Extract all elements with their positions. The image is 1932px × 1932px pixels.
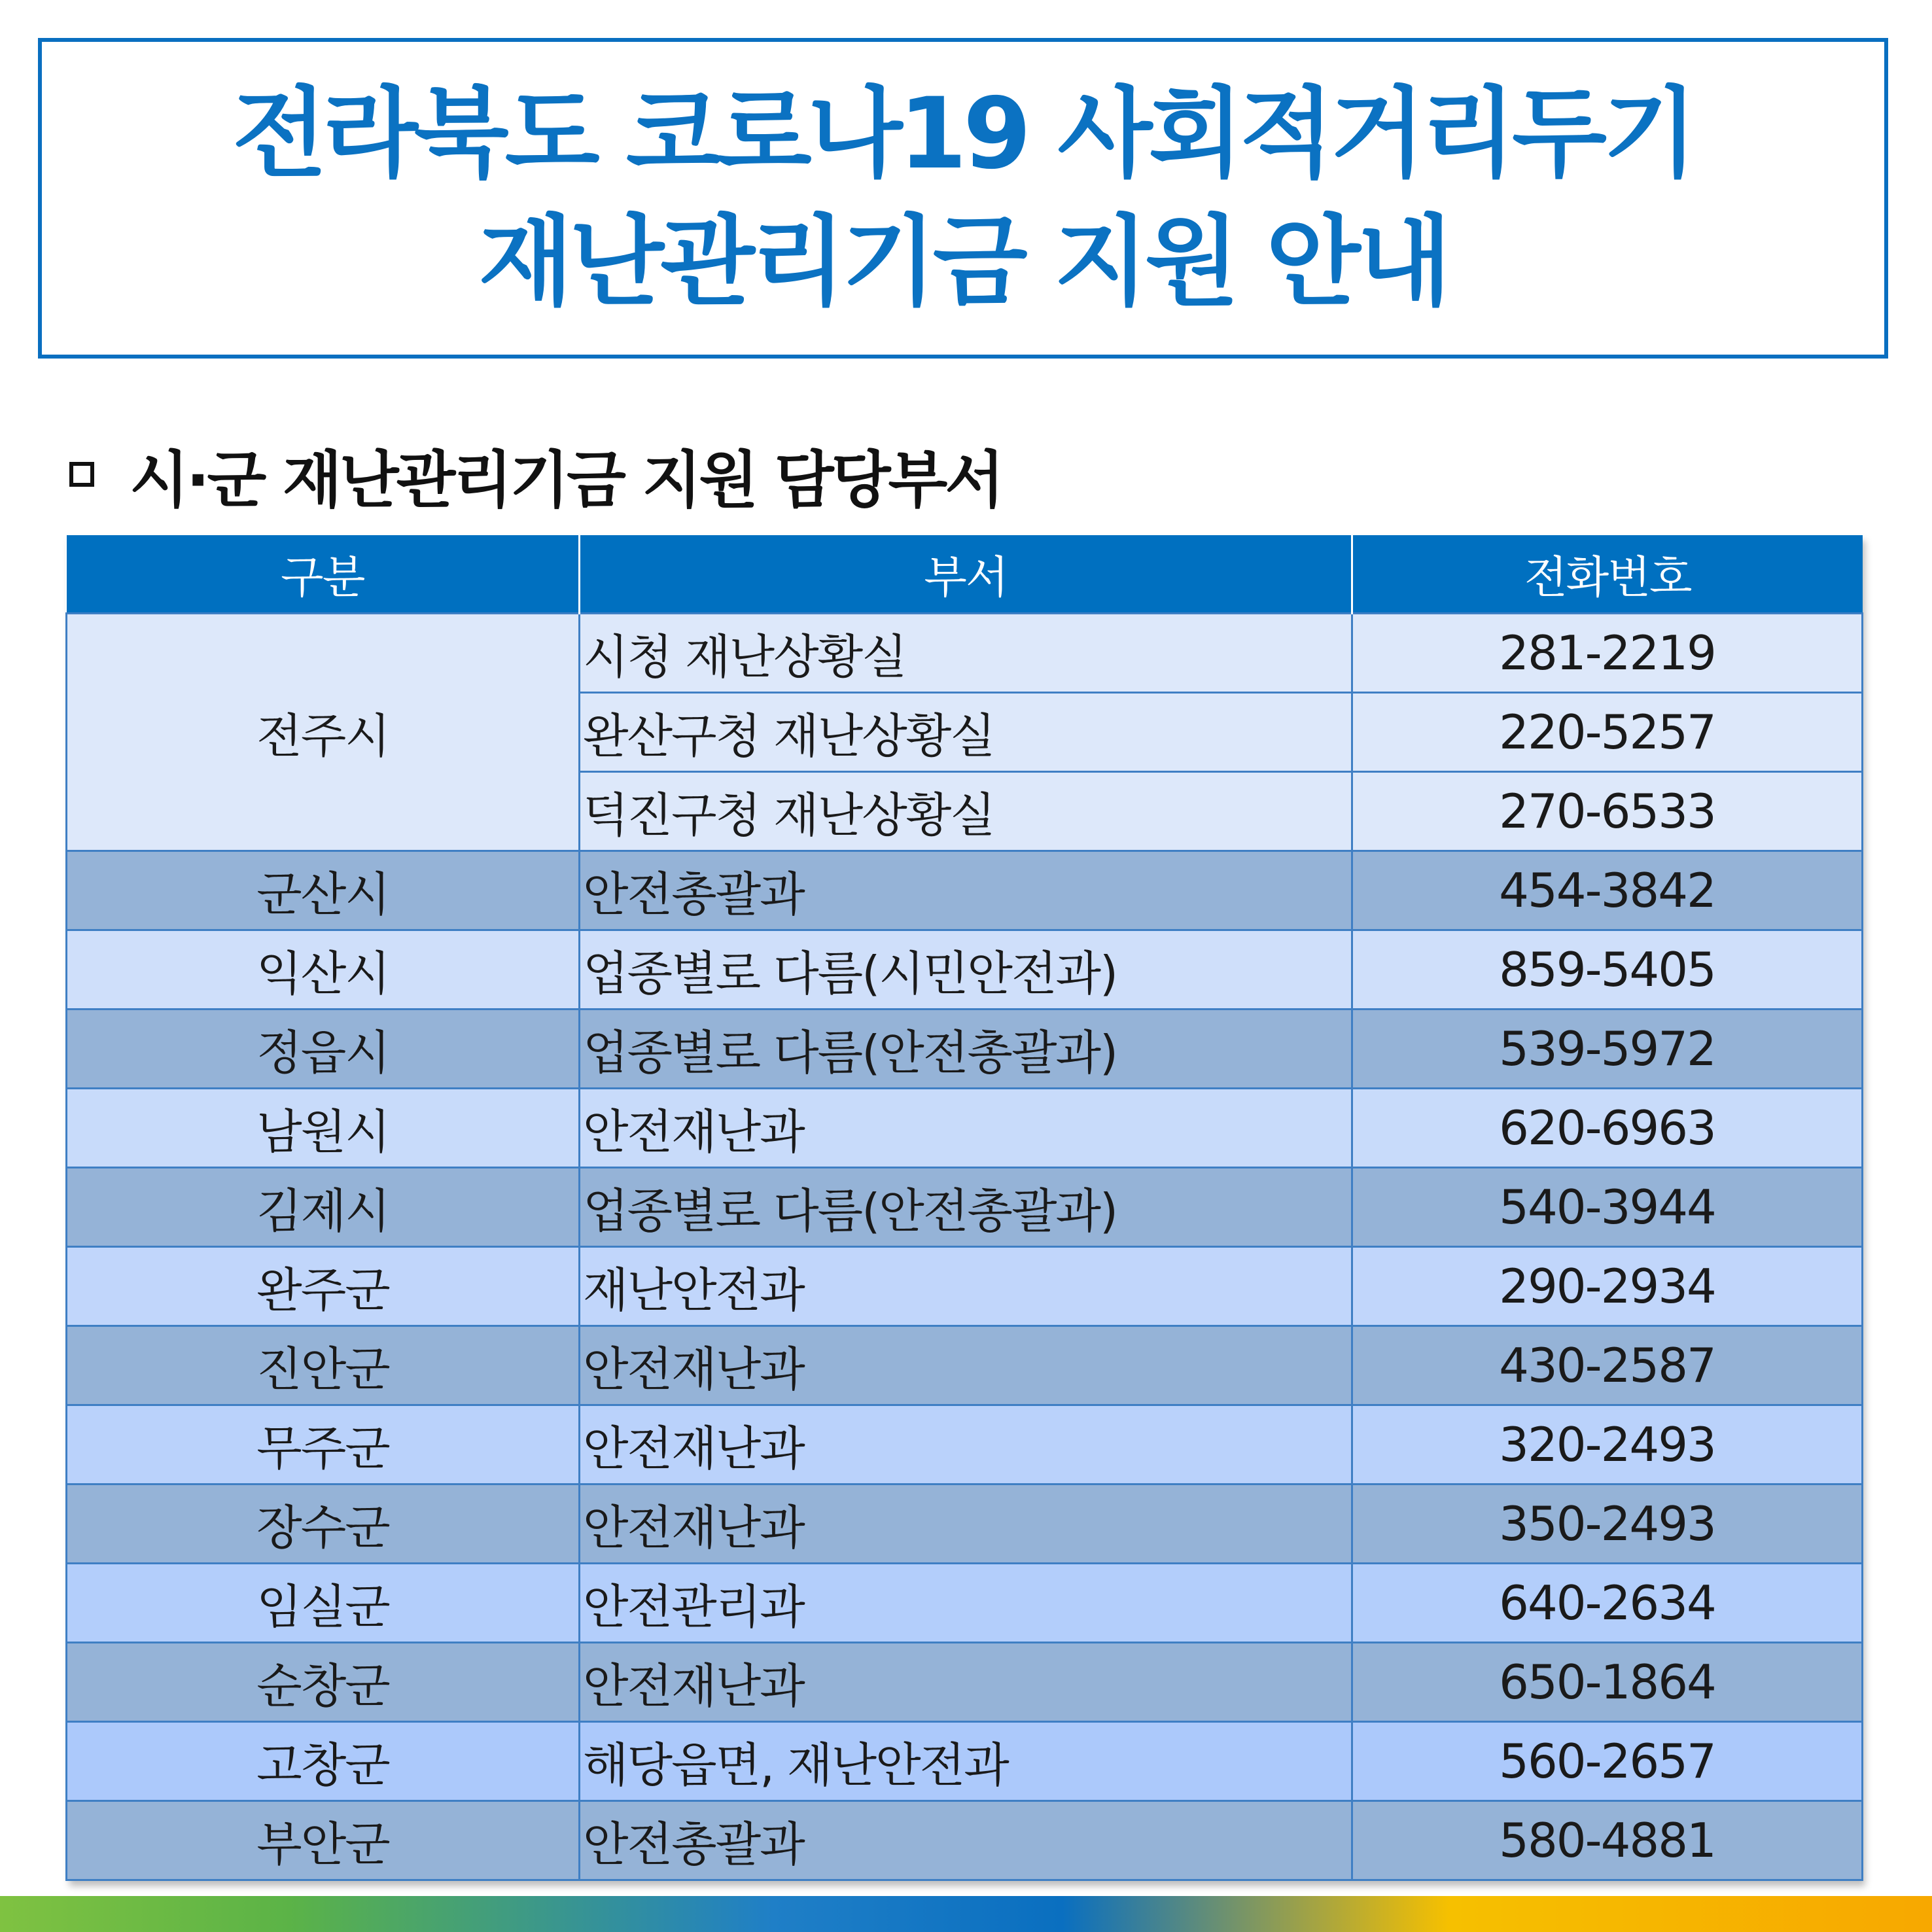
- division-cell: 부안군: [67, 1801, 580, 1880]
- phone-cell: 580-4881: [1352, 1801, 1863, 1880]
- section-heading: [69, 429, 1002, 520]
- phone-cell: 539-5972: [1352, 1010, 1863, 1089]
- department-cell: 안전재난과: [580, 1089, 1352, 1168]
- department-cell: 안전재난과: [580, 1405, 1352, 1484]
- department-cell: 안전재난과: [580, 1326, 1352, 1405]
- division-cell: 순창군: [67, 1643, 580, 1722]
- phone-cell: 454-3842: [1352, 851, 1863, 930]
- department-cell: 업종별로 다름(시민안전과): [580, 930, 1352, 1010]
- phone-cell: 350-2493: [1352, 1484, 1863, 1564]
- division-cell: 임실군: [67, 1564, 580, 1643]
- table-row: [67, 1010, 1863, 1089]
- phone-cell: 220-5257: [1352, 693, 1863, 772]
- table-row: [67, 1089, 1863, 1168]
- header-phone: 전화번호: [1352, 535, 1863, 614]
- table-row: [67, 1247, 1863, 1326]
- title-box: [38, 38, 1888, 359]
- page-title-line-1: 전라북도 코로나19 사회적거리두기: [232, 77, 1694, 191]
- division-cell: 남원시: [67, 1089, 580, 1168]
- department-cell: 안전총괄과: [580, 1801, 1352, 1880]
- phone-cell: 270-6533: [1352, 772, 1863, 851]
- table-row: [67, 1643, 1863, 1722]
- department-cell: 시청 재난상황실: [580, 614, 1352, 693]
- division-cell: 고창군: [67, 1722, 580, 1801]
- phone-cell: 640-2634: [1352, 1564, 1863, 1643]
- division-cell: 무주군: [67, 1405, 580, 1484]
- table-header-row: [67, 535, 1863, 614]
- division-cell: 익산시: [67, 930, 580, 1010]
- department-table-wrap: [65, 535, 1861, 1881]
- department-cell: 안전총괄과: [580, 851, 1352, 930]
- table-row: [67, 1168, 1863, 1247]
- section-heading-text: 시·군 재난관리기금 지원 담당부서: [130, 444, 1002, 516]
- division-cell: 전주시: [67, 614, 580, 851]
- division-cell: 진안군: [67, 1326, 580, 1405]
- table-row: [67, 851, 1863, 930]
- square-bullet-icon: [69, 462, 94, 487]
- table-row: [67, 1801, 1863, 1880]
- table-row: [67, 614, 1863, 693]
- division-cell: 장수군: [67, 1484, 580, 1564]
- phone-cell: 320-2493: [1352, 1405, 1863, 1484]
- table-row: [67, 1326, 1863, 1405]
- department-cell: 해당읍면, 재난안전과: [580, 1722, 1352, 1801]
- table-row: [67, 1564, 1863, 1643]
- phone-cell: 650-1864: [1352, 1643, 1863, 1722]
- header-division: 구분: [67, 535, 580, 614]
- division-cell: 군산시: [67, 851, 580, 930]
- department-cell: 안전관리과: [580, 1564, 1352, 1643]
- division-cell: 정읍시: [67, 1010, 580, 1089]
- phone-cell: 430-2587: [1352, 1326, 1863, 1405]
- department-cell: 재난안전과: [580, 1247, 1352, 1326]
- table-row: [67, 1405, 1863, 1484]
- department-cell: 업종별로 다름(안전총괄과): [580, 1010, 1352, 1089]
- phone-cell: 540-3944: [1352, 1168, 1863, 1247]
- department-cell: 안전재난과: [580, 1643, 1352, 1722]
- department-cell: 업종별로 다름(안전총괄과): [580, 1168, 1352, 1247]
- bottom-color-bar: [0, 1896, 1932, 1932]
- phone-cell: 859-5405: [1352, 930, 1863, 1010]
- department-cell: 안전재난과: [580, 1484, 1352, 1564]
- page-title-line-2: 재난관리기금 지원 안내: [478, 205, 1448, 319]
- department-cell: 덕진구청 재난상황실: [580, 772, 1352, 851]
- table-row: [67, 1484, 1863, 1564]
- division-cell: 김제시: [67, 1168, 580, 1247]
- phone-cell: 290-2934: [1352, 1247, 1863, 1326]
- phone-cell: 560-2657: [1352, 1722, 1863, 1801]
- table-row: [67, 1722, 1863, 1801]
- table-row: [67, 930, 1863, 1010]
- department-cell: 완산구청 재난상황실: [580, 693, 1352, 772]
- department-table: [65, 535, 1863, 1881]
- phone-cell: 620-6963: [1352, 1089, 1863, 1168]
- phone-cell: 281-2219: [1352, 614, 1863, 693]
- header-department: 부서: [580, 535, 1352, 614]
- division-cell: 완주군: [67, 1247, 580, 1326]
